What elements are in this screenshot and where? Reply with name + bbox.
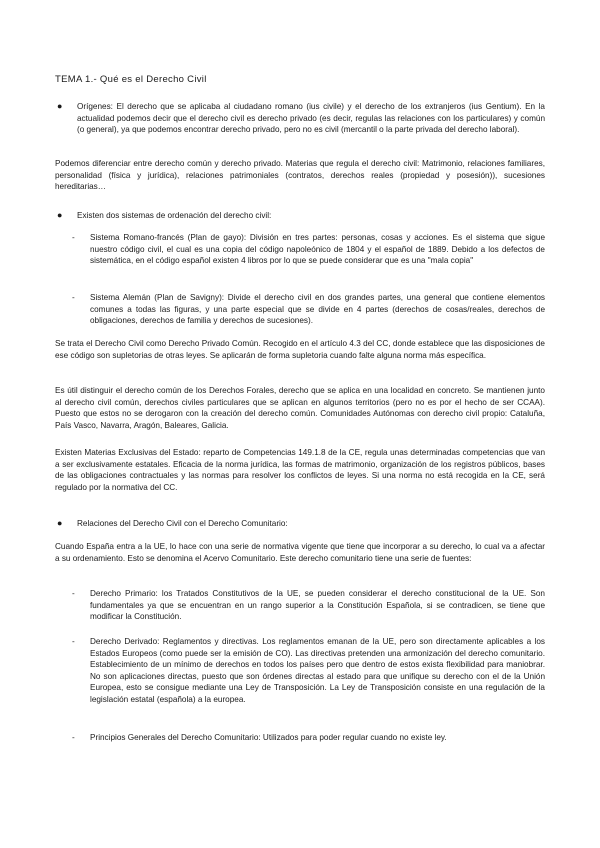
primario-paragraph (90, 588, 545, 623)
relaciones-heading: Relaciones del Derecho Civil con el Derecho Comunitario: (77, 519, 288, 528)
origenes-label: Orígenes: (77, 102, 113, 111)
bullet-icon: ● (57, 518, 63, 528)
principios-paragraph (90, 732, 545, 744)
dash-icon: - (72, 233, 75, 242)
origenes-paragraph (77, 101, 545, 136)
dash-icon: - (72, 589, 75, 598)
dash-icon: - (72, 637, 75, 646)
diferenciar-paragraph: Podemos diferenciar entre derecho común y derecho privado. Materias que regula el derecho civil: Matrimonio, relaciones familiares, personalidad (física y jurídica), relaciones patrimoniales (contratos, derechos reales (propiedad y posesión)), sucesiones hereditarias… (55, 159, 545, 192)
forales-paragraph: Es útil distinguir el derecho común de los Derechos Forales, derecho que se aplica en una localidad en concreto. Se mantienen junto al derecho civil común, derechos civiles particulares que se aplican en algunos territorios (pero no es por el hecho de ser CCAA). Puesto que estos no se derogaron con la creación del derecho común. Comunidades Autónomas con derecho civil propio: Cataluña, País Vasco, Navarra, Aragón, Baleares, Galicia. (55, 386, 545, 430)
origenes-text: El derecho que se aplicaba al ciudadano romano (ius civile) y el derecho de los extranjeros (ius Gentium). En la actualidad podemos decir que el derecho civil es derecho privado (es decir, regulas las relaciones con los particulares) y común (o general), ya que podemos encontrar derecho privado, pero no es civil (mercantil o la parte privada del derecho laboral). (77, 102, 545, 135)
bullet-icon: ● (57, 210, 63, 220)
derivado-label: Derecho Derivado: (90, 637, 160, 646)
primario-text: los Tratados Constitutivos de la UE, se pueden considerar el derecho constitucional de la UE. Son fundamentales ya que se encuentran en un rango superior a la Constitución Española, si se contradicen, se tiene que modificar la Constitución. (90, 589, 545, 622)
principios-text: Utilizados para poder regular cuando no existe ley. (260, 733, 447, 742)
aleman-paragraph (90, 292, 545, 327)
aleman-label: Sistema Alemán (Plan de Savigny): (90, 293, 225, 302)
aleman-text: Divide el derecho civil en dos grandes partes, una general que contiene elementos comunes a todas las figuras, y una parte especial que se divide en 4 partes (derechos de cosas/reales, derechos de obligaciones, derechos de familia y derechos de sucesiones). (90, 293, 545, 326)
dash-icon: - (72, 733, 75, 742)
ue-paragraph: Cuando España entra a la UE, lo hace con una serie de normativa vigente que tiene que incorporar a su derecho, lo cual va a afectar a su ordenamiento. Esto se denomina el Acervo Comunitario. Este derecho comunitario tiene una serie de fuentes: (55, 542, 545, 563)
dash-icon: - (72, 293, 75, 302)
derivado-text: Reglamentos y directivas. Los reglamentos emanan de la UE, pero son directamente aplicables a los Estados Europeos (como puede ser la emisión de CO). Las directivas pretenden una armonización del derecho comunitario. Establecimiento de un mínimo de derechos en todos los países pero que dentro de estos exista flexibilidad para maniobrar. No son aplicaciones directas, puesto que son órdenes directas al estado para que unifique su derecho con el de la Unión Europea, esto se consigue mediante una Ley de Transposición. La Ley de Transposición consiste en una regulación de la legislación estatal (española) a la europea. (90, 637, 546, 704)
document-title: TEMA 1.- Qué es el Derecho Civil (55, 74, 207, 85)
romano-label: Sistema Romano-francés (Plan de gayo): (90, 233, 247, 242)
romano-text: División en tres partes: personas, cosas y acciones. Es el sistema que sigue nuestro código civil, el cual es una copia del código napoleónico de 1804 y el español de 1889. Debido a los defectos de sistemática, en el código español existen 4 libros por lo que se puede considerar que es una "mala copia" (90, 233, 545, 266)
primario-label: Derecho Primario: (90, 589, 158, 598)
romano-paragraph (90, 232, 545, 267)
bullet-icon: ● (57, 101, 63, 111)
derivado-paragraph (90, 636, 545, 706)
principios-label: Principios Generales del Derecho Comunitario: (90, 733, 261, 742)
sistemas-intro: Existen dos sistemas de ordenación del derecho civil: (77, 211, 272, 220)
exclusivas-paragraph: Existen Materias Exclusivas del Estado: reparto de Competencias 149.1.8 de la CE, regula unas determinadas competencias que van a ser exclusivamente estatales. Eficacia de la norma jurídica, las formas de matrimonio, organización de los registros públicos, bases de las obligaciones contractuales y las normas para resolver los conflictos de leyes. Si una norma no está recogida en la CE, será regulado por la normativa del CC. (55, 448, 545, 492)
privado-paragraph: Se trata el Derecho Civil como Derecho Privado Común. Recogido en el artículo 4.3 del CC, donde establece que las disposiciones de ese código son supletorias de otras leyes. Se aplicarán de forma supletoria cuando falte alguna norma más específica. (55, 339, 545, 360)
